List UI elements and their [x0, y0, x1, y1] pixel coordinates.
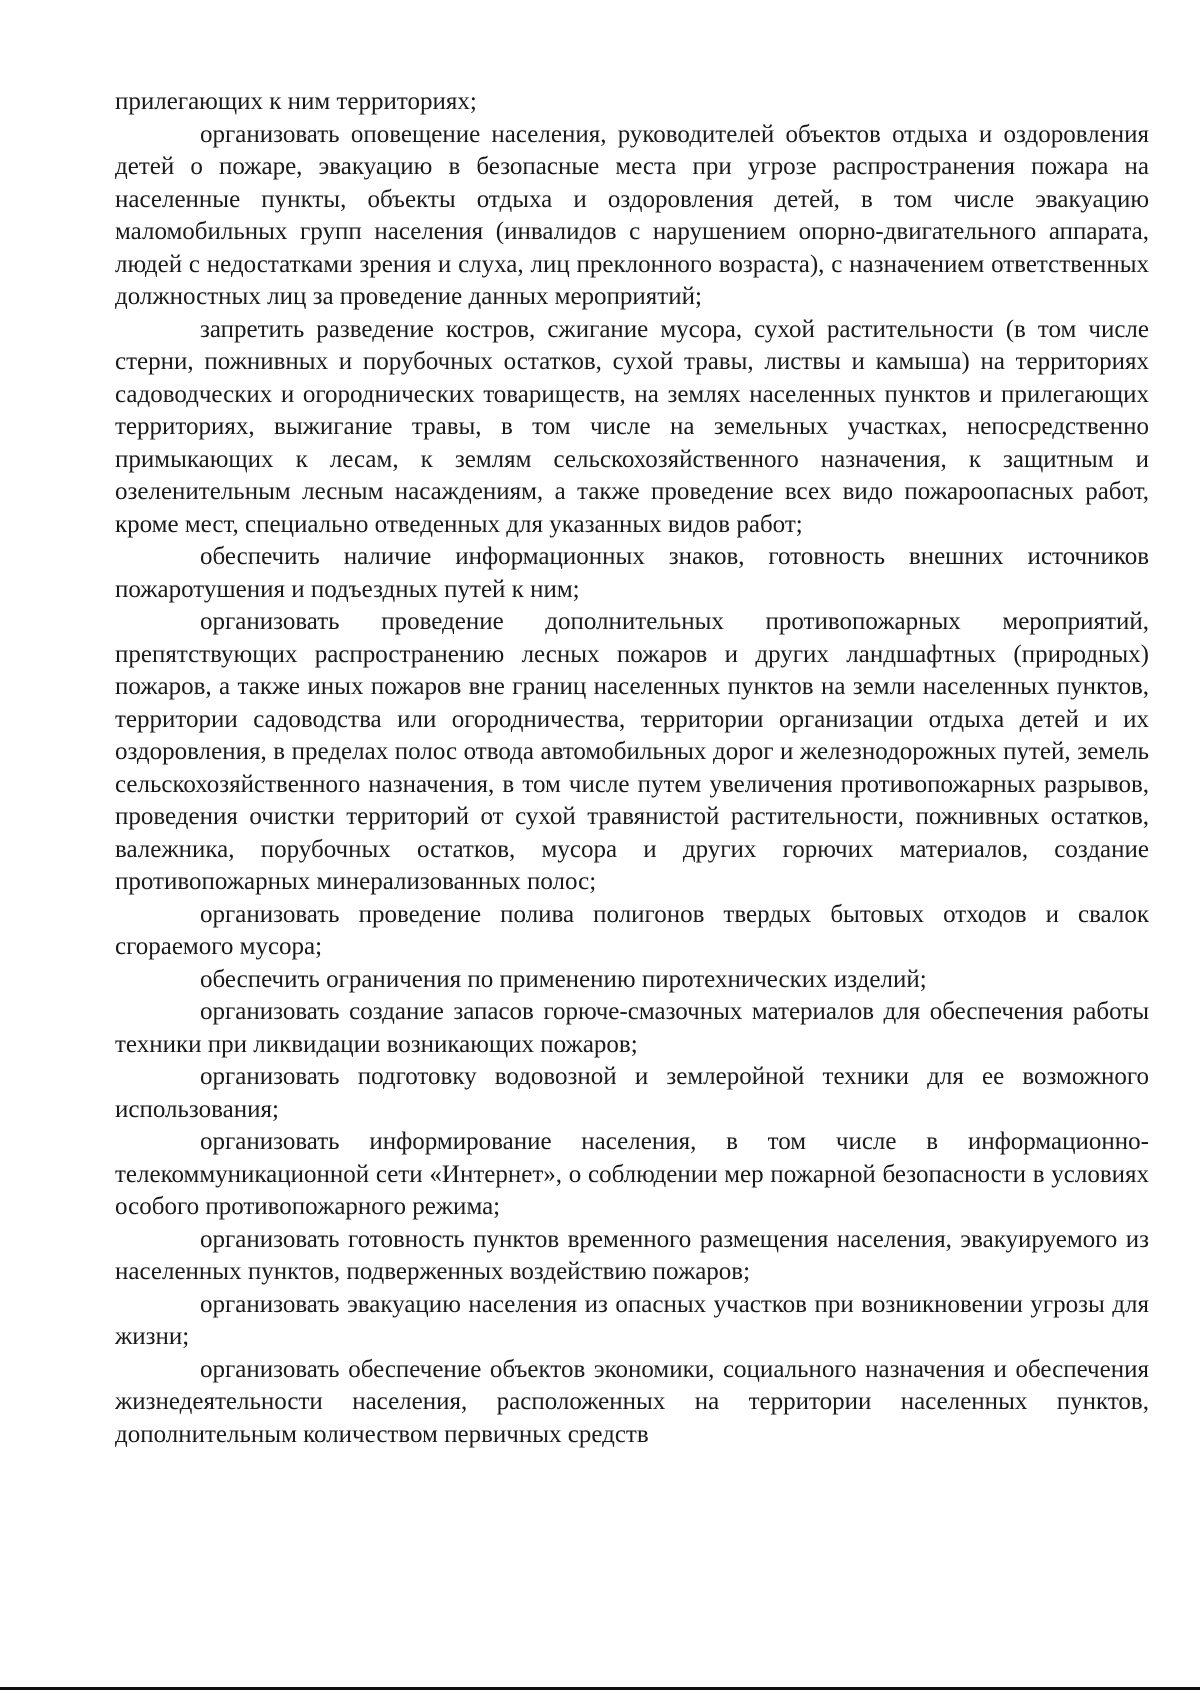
page-bottom-rule: [0, 1687, 1200, 1690]
paragraph-pyrotechnics: обеспечить ограничения по применению пиротехнических изделий;: [200, 965, 927, 993]
paragraph-public-information: организовать информирование населения, в том числе в информационно-телекоммуникационной сети «Интернет», о соблюдении мер пожарной безопасности в условиях особого противопожарного режима;: [115, 1128, 1149, 1220]
paragraph-fire-ban: запретить разведение костров, сжигание мусора, сухой растительности (в том числе стерни, пожнивных и порубочных остатков, сухой травы, листвы и камыша) на территориях садоводческих и огороднических товариществ, на землях населенных пунктов и прилегающих территориях, выжигание травы, в том числе на земельных участках, непосредственно примыкающих к лесам, к землям сельскохозяйственного назначения, к защитным и озеленительным лесным насаждениям, а также проведение всех видо пожароопасных работ, кроме мест, специально отведенных для указанных видов работ;: [115, 315, 1149, 538]
paragraph-landfill-watering: организовать проведение полива полигонов твердых бытовых отходов и свалок сгораемого мусора;: [115, 900, 1149, 960]
document-body: [115, 86, 1149, 1451]
paragraph-continuation: прилегающих к ним территориях;: [115, 88, 477, 115]
paragraph-fuel-reserves: организовать создание запасов горюче-смазочных материалов для обеспечения работы техники при ликвидации возникающих пожаров;: [115, 998, 1149, 1058]
paragraph-information-signs: обеспечить наличие информационных знаков, готовность внешних источников пожаротушения и подъездных путей к ним;: [115, 543, 1149, 603]
paragraph-additional-measures: организовать проведение дополнительных противопожарных мероприятий, препятствующих распространению лесных пожаров и других ландшафтных (природных) пожаров, а также иных пожаров вне границ населенных пунктов на земли населенных пунктов, территории садоводства или огородничества, территории организации отдыха детей и их оздоровления, в пределах полос отвода автомобильных дорог и железнодорожных путей, земель сельскохозяйственного назначения, в том числе путем увеличения противопожарных разрывов, проведения очистки территорий от сухой травянистой растительности, пожнивных остатков, валежника, порубочных остатков, мусора и других горючих материалов, создание противопожарных минерализованных полос;: [115, 608, 1149, 895]
paragraph-evacuation: организовать эвакуацию населения из опасных участков при возникновении угрозы для жизни;: [115, 1290, 1149, 1350]
paragraph-notification-evacuation: организовать оповещение населения, руководителей объектов отдыха и оздоровления детей о пожаре, эвакуацию в безопасные места при угрозе распространения пожара на населенные пункты, объекты отдыха и оздоровления детей, в том числе эвакуацию маломобильных групп населения (инвалидов с нарушением опорно-двигательного аппарата, людей с недостатками зрения и слуха, лиц преклонного возраста), с назначением ответственных должностных лиц за проведение данных мероприятий;: [115, 120, 1149, 310]
paragraph-equipment-preparation: организовать подготовку водовозной и землеройной техники для ее возможного использования;: [115, 1063, 1149, 1123]
paragraph-temporary-accommodation: организовать готовность пунктов временного размещения населения, эвакуируемого из населенных пунктов, подверженных воздействию пожаров;: [115, 1225, 1149, 1285]
paragraph-primary-means: организовать обеспечение объектов экономики, социального назначения и обеспечения жизнедеятельности населения, расположенных на территории населенных пунктов, дополнительным количеством первичных средств: [115, 1355, 1149, 1448]
